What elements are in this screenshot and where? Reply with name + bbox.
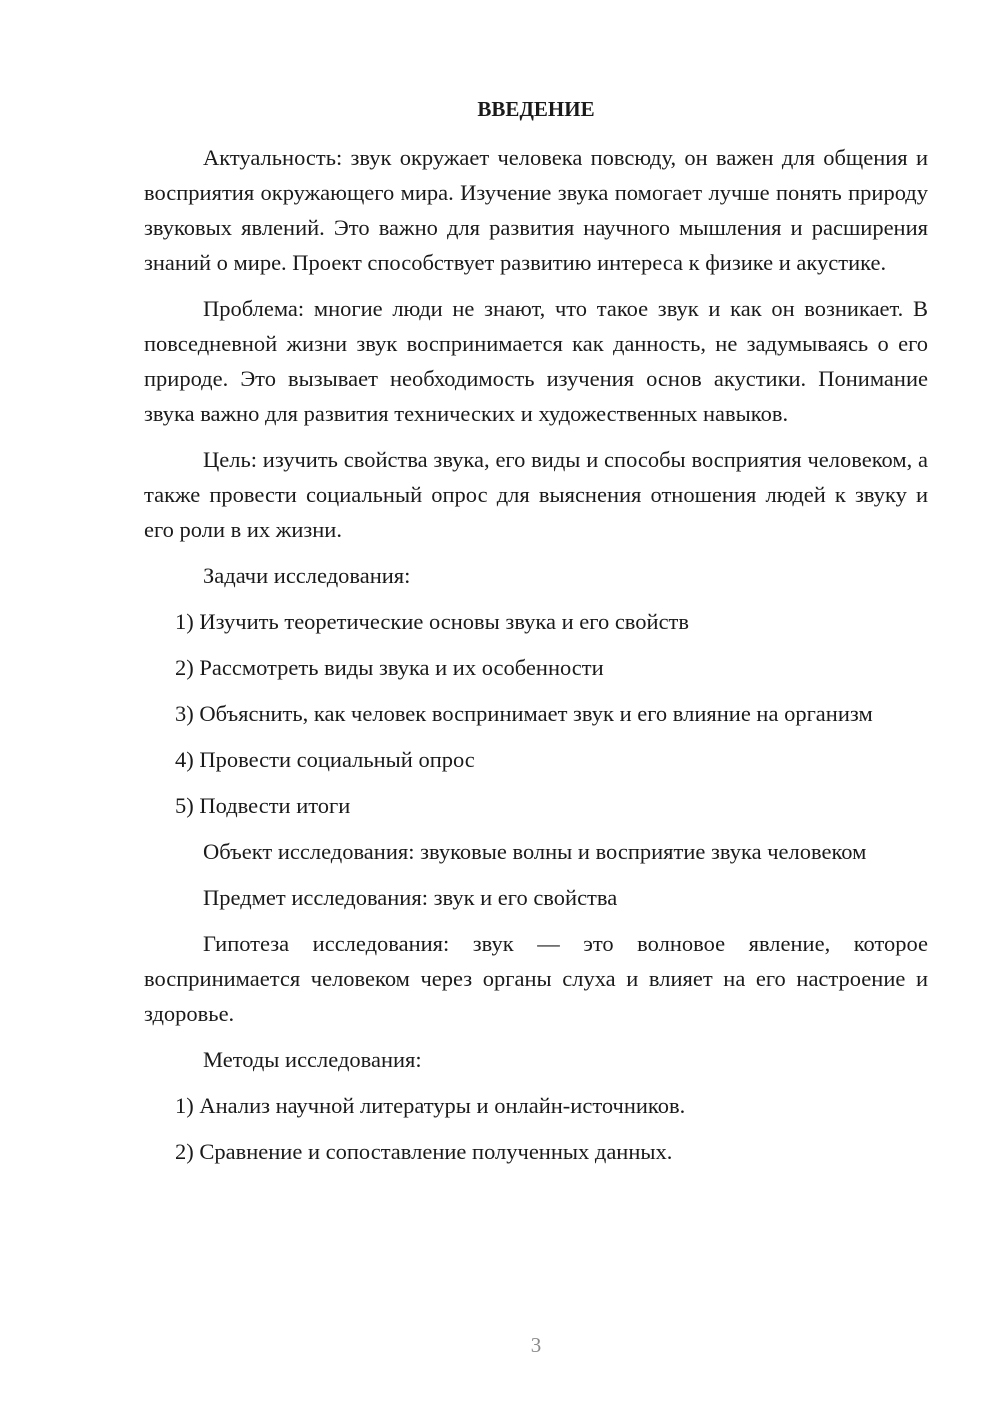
- paragraph-relevance: Актуальность: звук окружает человека повсюду, он важен для общения и восприятия окружающего мира. Изучение звука помогает лучше понять природу звуковых явлений. Это важно для развития научного мышления и расширения знаний о мире. Проект способствует развитию интереса к физике и акустике.: [144, 145, 928, 275]
- methods-list: [144, 1088, 928, 1169]
- tasks-heading: Задачи исследования:: [203, 563, 411, 588]
- paragraph-goal: Цель: изучить свойства звука, его виды и способы восприятия человеком, а также провести социальный опрос для выяснения отношения людей к звуку и его роли в их жизни.: [144, 447, 928, 542]
- paragraph-subject: Предмет исследования: звук и его свойства: [203, 885, 618, 910]
- page-number: 3: [530, 1333, 542, 1357]
- page-title: ВВЕДЕНИЕ: [477, 97, 595, 121]
- list-item: 5) Подвести итоги: [175, 793, 351, 818]
- list-item: 3) Объяснить, как человек воспринимает звук и его влияние на организм: [175, 701, 873, 726]
- list-item: 1) Анализ научной литературы и онлайн-источников.: [175, 1093, 686, 1118]
- methods-heading: Методы исследования:: [203, 1047, 422, 1072]
- paragraph-hypothesis: Гипотеза исследования: звук — это волновое явление, которое воспринимается человеком через органы слуха и влияет на его настроение и здоровье.: [144, 931, 928, 1026]
- document-page: [144, 94, 928, 1180]
- paragraph-object: Объект исследования: звуковые волны и восприятие звука человеком: [203, 839, 867, 864]
- list-item: 4) Провести социальный опрос: [175, 747, 475, 772]
- paragraph-problem: Проблема: многие люди не знают, что такое звук и как он возникает. В повседневной жизни звук воспринимается как данность, не задумываясь о его природе. Это вызывает необходимость изучения основ акустики. Понимание звука важно для развития технических и художественных навыков.: [144, 296, 928, 426]
- tasks-list: [144, 604, 928, 823]
- list-item: 2) Рассмотреть виды звука и их особенности: [175, 655, 604, 680]
- list-item: 1) Изучить теоретические основы звука и его свойств: [175, 609, 690, 634]
- list-item: 2) Сравнение и сопоставление полученных данных.: [175, 1139, 673, 1164]
